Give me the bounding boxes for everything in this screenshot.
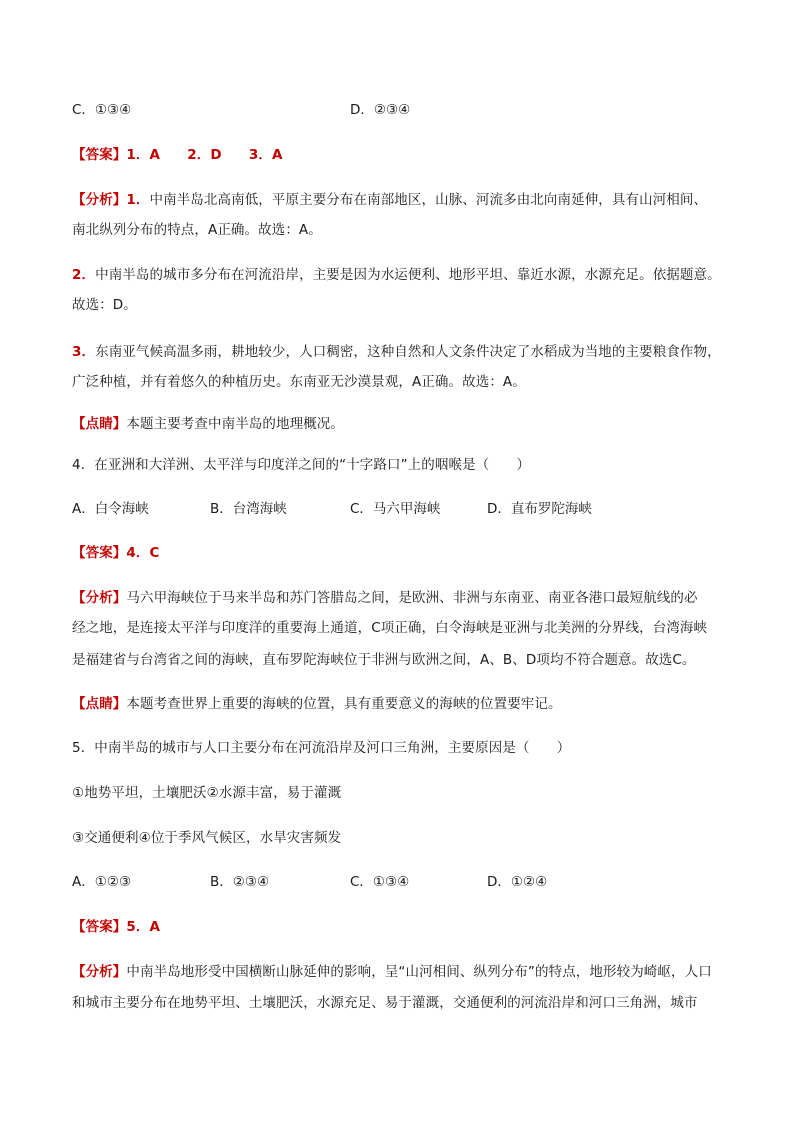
q5-statement-line1: ①地势平坦，土壤肥沃②水源丰富，易于灌溉 [72, 785, 342, 801]
comment-tag: 【点睛】 [72, 416, 127, 432]
answer-tag: 【答案】 [72, 147, 127, 163]
analysis-num: 3． [72, 344, 96, 360]
q4-comment-line [72, 694, 562, 714]
q4-analysis-line2: 经之地，是连接太平洋与印度洋的重要海上通道，C项正确，白令海峡是亚洲与北美洲的分界线，台湾海峡 [72, 620, 708, 636]
analysis-3-line2: 广泛种植，并有着悠久的种植历史。东南亚无沙漠景观，A正确。故选：A。 [72, 374, 526, 390]
analysis-3-line1 [72, 342, 721, 362]
question-5-stem: 5．中南半岛的城市与人口主要分布在河流沿岸及河口三角洲，主要原因是（ ） [72, 740, 571, 756]
analysis-tag: 【分析】 [72, 192, 127, 208]
q5-option-a: A．①②③ [72, 874, 132, 890]
q5-statement-line2: ③交通便利④位于季风气候区，水旱灾害频发 [72, 830, 342, 846]
q4-option-a: A．白令海峡 [72, 501, 149, 517]
q5-option-b: B．②③④ [210, 874, 270, 890]
question-4-stem: 4．在亚洲和大洋洲、太平洋与印度洋之间的“十字路口”上的咽喉是（ ） [72, 457, 531, 473]
comment-tag: 【点睛】 [72, 696, 127, 712]
comment-text: 本题主要考查中南半岛的地理概况。 [126, 416, 345, 432]
analysis-text: 马六甲海峡位于马来半岛和苏门答腊岛之间，是欧洲、非洲与东南亚、南亚各港口最短航线的必 [126, 590, 698, 606]
analysis-tag: 【分析】 [72, 590, 127, 606]
q5-analysis-line2: 和城市主要分布在地势平坦、土壤肥沃，水源充足、易于灌溉，交通便利的河流沿岸和河口三角洲，城市 [72, 995, 698, 1011]
analysis-2-line2: 故选：D。 [72, 297, 137, 313]
q5-answer-line [72, 917, 160, 937]
analysis-1-line2: 南北纵列分布的特点，A正确。故选：A。 [72, 222, 322, 238]
answer-text: 5．A [126, 919, 161, 935]
analysis-text: 中南半岛的城市多分布在河流沿岸，主要是因为水运便利、地形平坦、靠近水源，水源充足。依据题意。 [95, 267, 721, 283]
analysis-tag: 【分析】 [72, 964, 127, 980]
q4-analysis-line1 [72, 588, 698, 608]
answer-tag: 【答案】 [72, 919, 127, 935]
option-d: D．②③④ [350, 102, 411, 118]
q4-option-d: D．直布罗陀海峡 [487, 501, 592, 517]
answer-line-1-3 [72, 145, 283, 165]
q5-option-c: C．①③④ [350, 874, 410, 890]
answer-text: 4．C [126, 545, 160, 561]
answer-tag: 【答案】 [72, 545, 127, 561]
analysis-text: 中南半岛北高南低，平原主要分布在南部地区，山脉、河流多由北向南延伸，具有山河相间、 [149, 192, 708, 208]
q4-answer-line [72, 543, 160, 563]
analysis-num: 1． [126, 192, 150, 208]
comment-line [72, 414, 344, 434]
analysis-text: 东南亚气候高温多雨，耕地较少，人口稠密，这种自然和人文条件决定了水稻成为当地的主要粮食作物， [95, 344, 721, 360]
analysis-text: 中南半岛地形受中国横断山脉延伸的影响，呈“山河相间、纵列分布”的特点，地形较为崎岖，人口 [126, 964, 712, 980]
analysis-2-line1 [72, 265, 721, 285]
q5-analysis-line1 [72, 962, 712, 982]
analysis-1-line1 [72, 190, 707, 210]
q4-option-c: C．马六甲海峡 [350, 501, 441, 517]
answer-text: 1．A 2．D 3．A [126, 147, 283, 163]
q5-option-d: D．①②④ [487, 874, 548, 890]
analysis-num: 2． [72, 267, 96, 283]
comment-text: 本题考查世界上重要的海峡的位置，具有重要意义的海峡的位置要牢记。 [126, 696, 562, 712]
option-c: C．①③④ [72, 102, 132, 118]
q4-analysis-line3: 是福建省与台湾省之间的海峡，直布罗陀海峡位于非洲与欧洲之间，A、B、D项均不符合题意。故选C。 [72, 652, 696, 668]
q4-option-b: B．台湾海峡 [210, 501, 287, 517]
